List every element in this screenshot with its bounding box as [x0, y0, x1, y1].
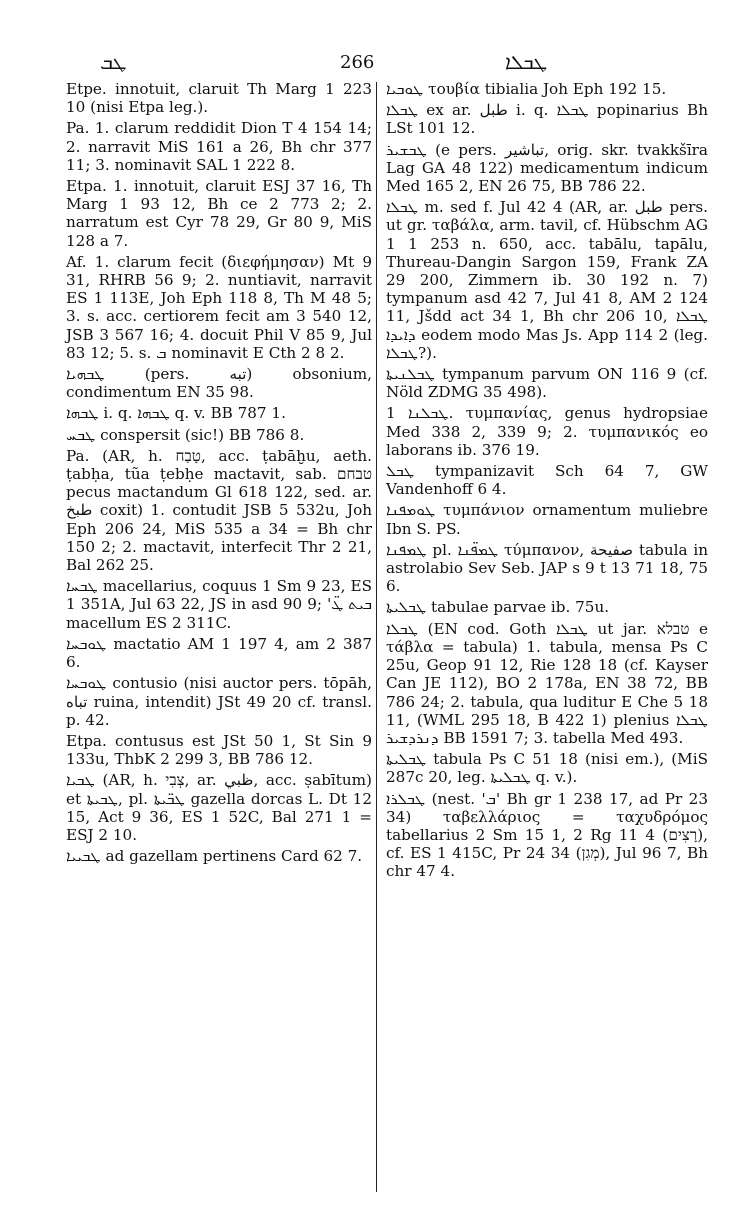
dictionary-entry: Etpe. innotuit, claruit Th Marg 1 223 10 (nisi Etpa leg.).	[66, 80, 372, 117]
dictionary-entry: Pa. 1. clarum reddidit Dion T 4 154 14; 2. narravit MiS 161 a 26, Bh chr 377 11; 3. nominavit SAL 1 222 8.	[66, 119, 372, 174]
dictionary-entry: ܛܘܡܦܢܐ τυμπάνιον ornamentum muliebre Ibn S. PS.	[386, 501, 708, 538]
left-column	[66, 80, 372, 868]
right-column	[386, 80, 708, 884]
page-number: 266	[340, 52, 375, 73]
dictionary-entry: ܛܒܠܝܬܐ tabula Ps C 51 18 (nisi em.), (MiS 287c 20, leg. ܛܒܠܝܬܐ q. v.).	[386, 750, 708, 787]
dictionary-entry: ܛܒܚܐ macellarius, coquus 1 Sm 9 23, ES 1 351A, Jul 63 22, JS in asd 90 9; 'ܒܝܬ ܛ̈ macellum ES 2 311C.	[66, 577, 372, 632]
dictionary-entry: ܛܒܠܐ (EN cod. Goth ܛܒܠܐ ut jar. טבלא e τάβλα = tabula) 1. tabula, mensa Ps C 25u, Geop 91 12, Rie 128 18 (cf. Kayser Can JE 112), BO 2 178a, EN 38 72, BB 786 24; 2. tabula, qua luditur E Che 5 18 11, (WML 295 18, B 422 1) plenius ܛܒܠܐ ܕܢܪܕܫܝܪ BB 1591 7; 3. tabella Med 493.	[386, 619, 708, 747]
header-right-word: ܛܒܠܐ	[505, 50, 548, 74]
dictionary-entry: ܛܒܚ conspersit (sic!) BB 786 8.	[66, 425, 305, 444]
dictionary-entry: ܛܒܗܐ i. q. ܛܒܗܐ q. v. BB 787 1.	[66, 404, 286, 423]
dictionary-entry: ܛܒܠܢܐ 1. τυμπανίας, genus hydropsiae Med 338 2, 339 9; 2. τυμπανικός eo laborans ib. 376 19.	[386, 404, 708, 459]
page-header	[0, 50, 750, 76]
dictionary-entry: Pa. (AR, h. טָבַח, acc. ṭabāḫu, aeth. ṭabḥa, tũa ṭebḥe mactavit, sab. טבחם pecus mactandum Gl 618 122, sed. ar. طبخ coxit) 1. contudit JSB 5 532u, Joh Eph 206 24, MiS 535 a 34 = Bh chr 150 2; 2. mactavit, interfecit Thr 2 21, Bal 262 25.	[66, 446, 372, 575]
dictionary-entry: ܛܒܠܢܝܬܐ tympanum parvum ON 116 9 (cf. Nöld ZDMG 35 498).	[386, 365, 708, 402]
dictionary-entry: ܛܒܠܝܬܐ tabulae parvae ib. 75u.	[386, 598, 610, 617]
dictionary-entry: ܛܒܠܪܐ (nest. 'ܒ' Bh gr 1 238 17, ad Pr 23 34) ταβελλάριος = ταχυδρόμος tabellarius 2 Sm 15 1, 2 Rg 11 4 (רָצִים), cf. ES 1 415C, Pr 24 34 (מְגִן), Jul 96 7, Bh chr 47 4.	[386, 789, 708, 881]
dictionary-entry: ܛܒܝܝܐ ad gazellam pertinens Card 62 7.	[66, 847, 363, 866]
dictionary-entry: ܛܒܝܐ (AR, h. צְבִי, ar. ظبي, acc. ṣabītum) et ܛܒܝܬܐ, pl. ܛܒ̈ܝܬܐ gazella dorcas L. Dt 12 15, Act 9 36, ES 1 52C, Bal 271 1 = ESJ 2 10.	[66, 771, 372, 844]
header-left-word: ܛܒ	[100, 50, 127, 74]
dictionary-entry: ܛܡܦܢܐ pl. ܛܡܦ̈ܢܐ τύμπανον, صفيحة tabula in astrolabio Sev Seb. JAP s 9 t 13 71 18, 75 6.	[386, 540, 708, 596]
column-divider	[376, 82, 377, 1192]
dictionary-entry: ܛܘܒܚܐ mactatio AM 1 197 4, am 2 387 6.	[66, 634, 372, 672]
dictionary-entry: ܛܒܠܐ m. sed f. Jul 42 4 (AR, ar. طبل pers. ut gr. ταβάλα, arm. tavil, cf. Hübschm AG 1 1 253 n. 650, acc. tabālu, tapālu, Thureau-Dangin Sargon 159, Frank ZA 29 200, Zimmern ib. 30 192 n. 7) tympanum asd 42 7, Jul 41 8, AM 2 124 11, Jšdd act 34 1, Bh chr 206 10, ܛܒܠܐ ܕܐܝܕܐ eodem modo Mas Js. App 114 2 (leg. ܛܒܠܐ?).	[386, 198, 709, 362]
dictionary-entry: Etpa. 1. innotuit, claruit ESJ 37 16, Th Marg 1 93 12, Bh ce 2 773 2; 2. narratum est Cyr 78 29, Gr 80 9, MiS 128 a 7.	[66, 177, 372, 250]
dictionary-entry: ܛܒܗܝܐ (pers. تبه) obsonium, condimentum EN 35 98.	[66, 365, 372, 402]
dictionary-entry: ܛܒܫܝܪ (e pers. تباشير, orig. skr. tvakkšīra Lag GA 48 122) medicamentum indicum Med 165 2, EN 26 75, BB 786 22.	[386, 140, 708, 196]
dictionary-entry: ܛܘܒܝܐ τουβία tibialia Joh Eph 192 15.	[386, 80, 667, 98]
dictionary-entry: ܛܘܒܚܐ contusio (nisi auctor pers. tōpāh, تباه ruina, intendit) JSt 49 20 cf. transl. p. 42.	[66, 674, 372, 729]
dictionary-entry: Etpa. contusus est JSt 50 1, St Sin 9 133u, ThbK 2 299 3, BB 786 12.	[66, 731, 372, 769]
dictionary-entry: ܛܒܠܐ ex ar. طبل i. q. ܛܒܠܐ popinarius Bh LSt 101 12.	[386, 101, 708, 138]
dictionary-entry: ܛܒܠ tympanizavit Sch 64 7, GW Vandenhoff 6 4.	[386, 462, 708, 499]
dictionary-entry: Af. 1. clarum fecit (διεφήμησαν) Mt 9 31, RHRB 56 9; 2. nuntiavit, narravit ES 1 113E, Joh Eph 118 8, Th M 48 5; 3. s. acc. certiorem fecit am 3 540 12, JSB 3 567 16; 4. docuit Phil V 85 9, Jul 83 12; 5. s. ܒ nominavit E Cth 2 8 2.	[66, 252, 372, 362]
